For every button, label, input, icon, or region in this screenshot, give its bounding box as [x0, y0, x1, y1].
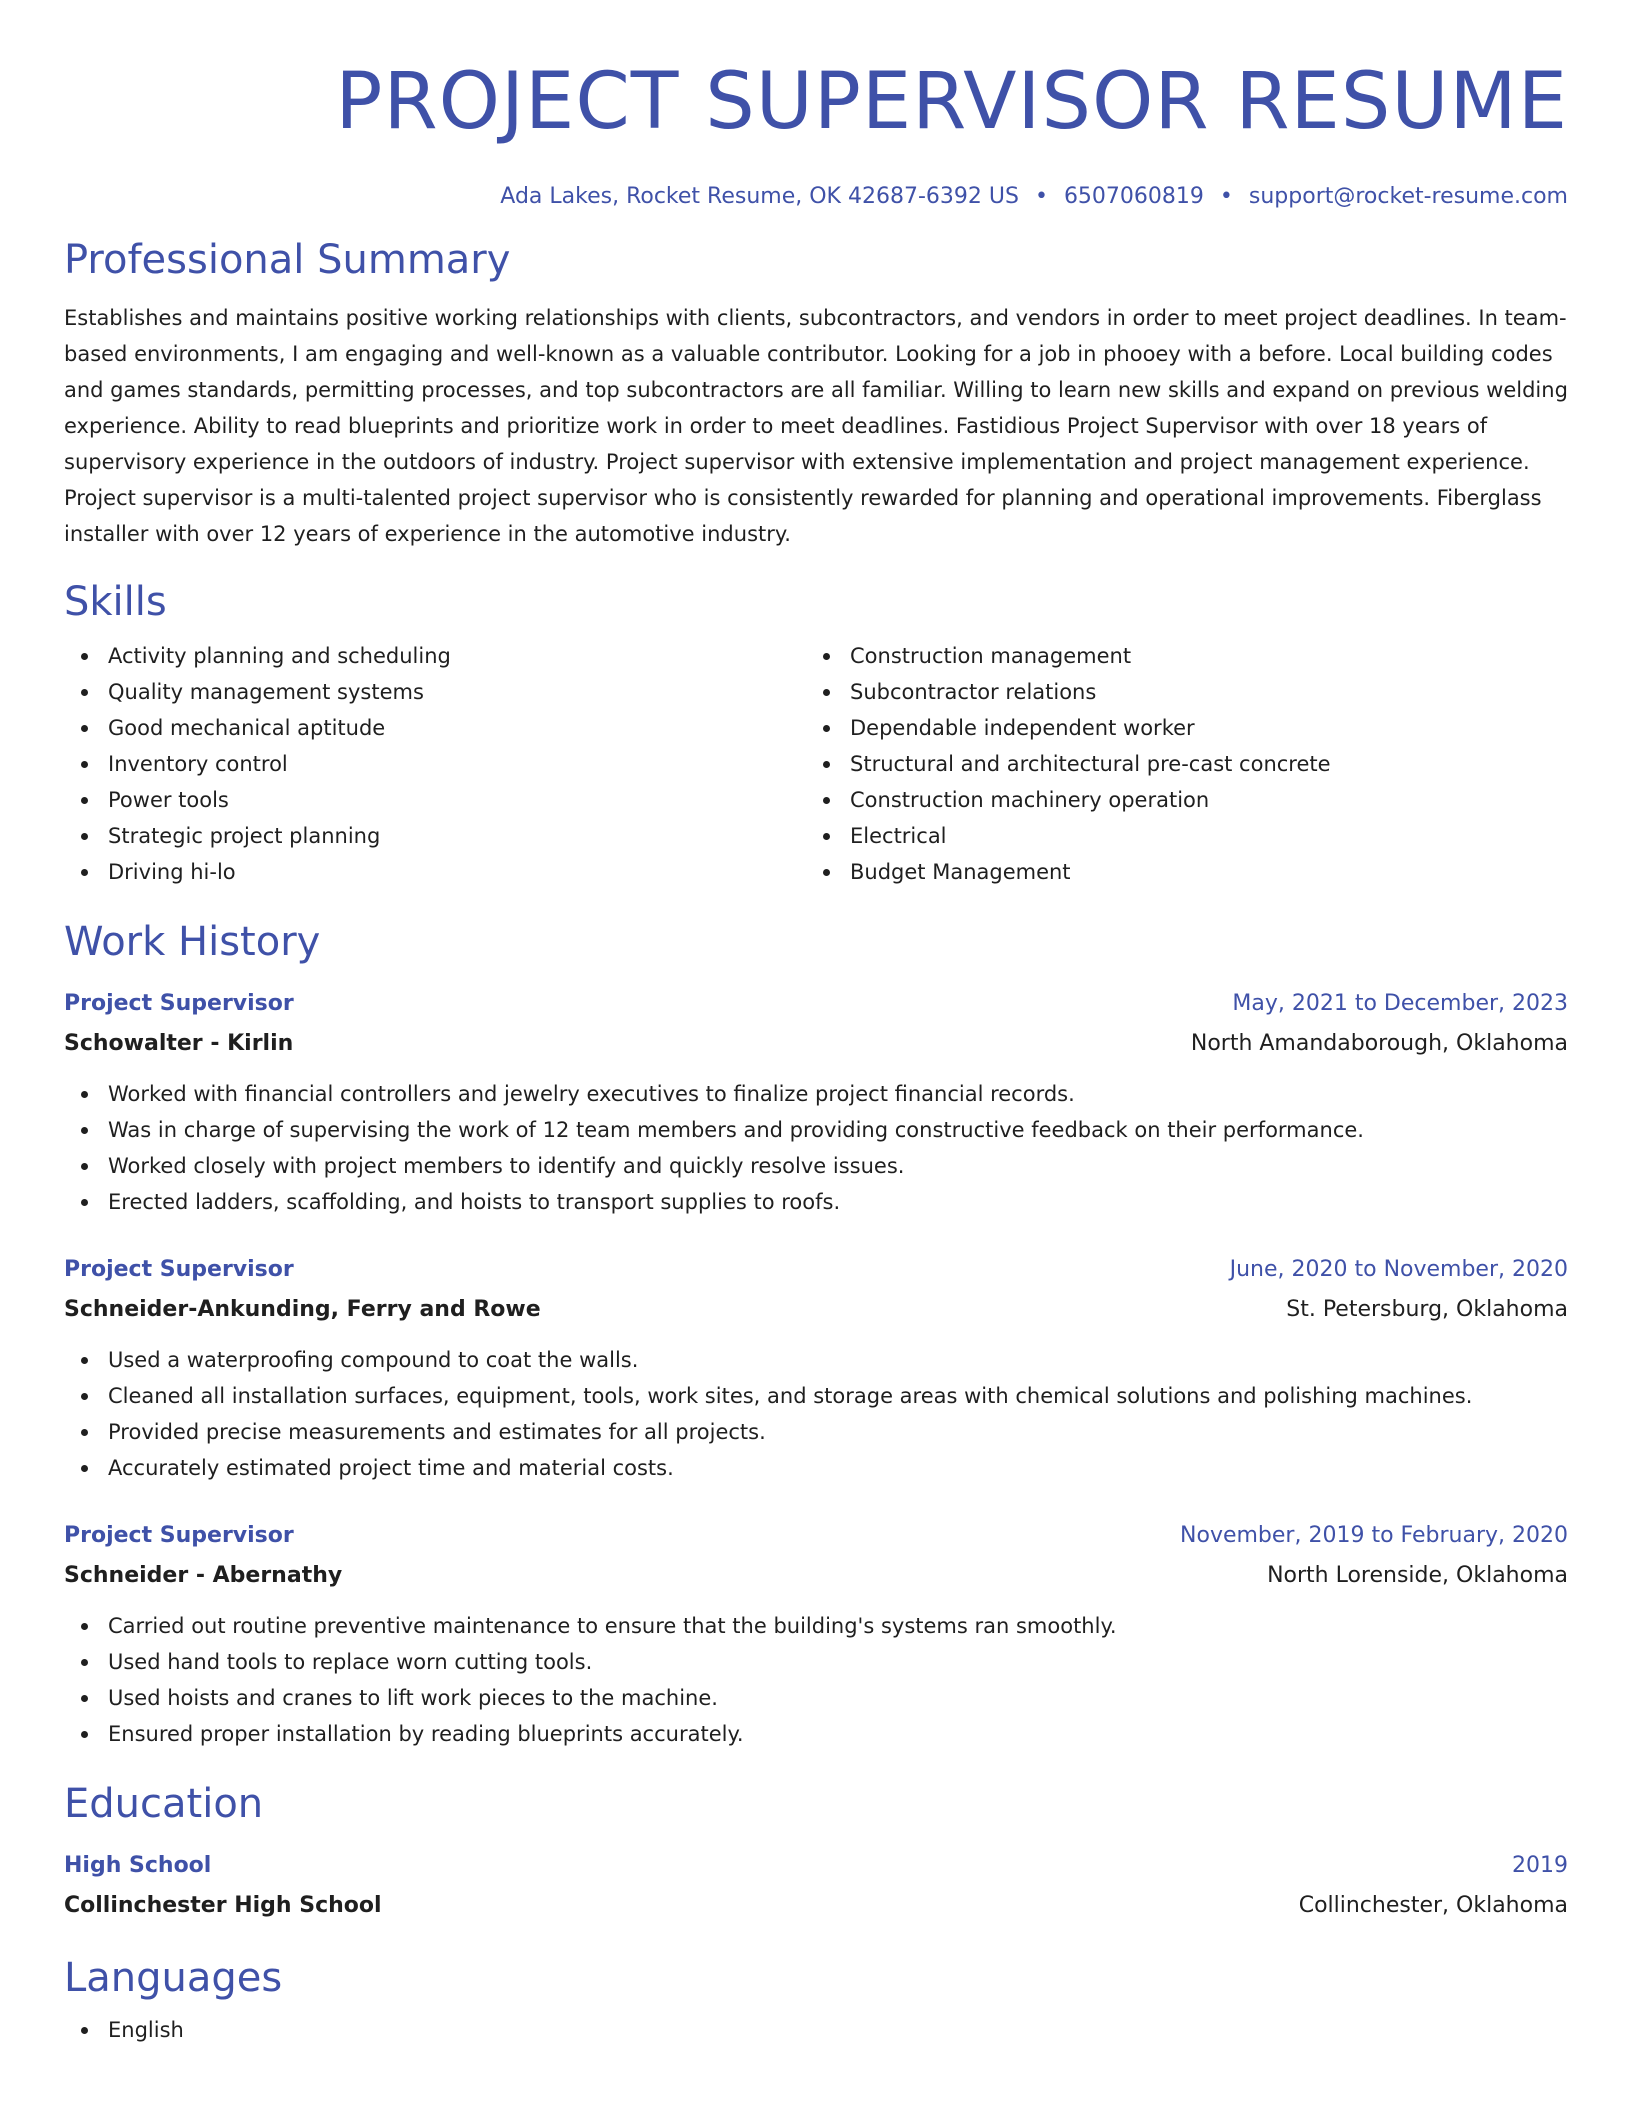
skill-item: Activity planning and scheduling: [64, 638, 806, 674]
education-section: [64, 1780, 1568, 1926]
job-dates: November, 2019 to February, 2020: [1180, 1523, 1568, 1548]
job-entry: [64, 1516, 1568, 1752]
skills-list-right: [806, 638, 1548, 890]
summary-text: Establishes and maintains positive working relationships with clients, subcontractors, and vendors in order to meet project deadlines. In team-based environments, I am engaging and well-known as a valuable contributor. Looking for a job in phooey with a before. Local building codes and games standards, permitting processes, and top subcontractors are all familiar. Willing to learn new skills and expand on previous welding experience. Ability to read blueprints and prioritize work in order to meet deadlines. Fastidious Project Supervisor with over 18 years of supervisory experience in the outdoors of industry. Project supervisor with extensive implementation and project management experience. Project supervisor is a multi-talented project supervisor who is consistently rewarded for planning and operational improvements. Fiberglass installer with over 12 years of experience in the automotive industry.: [64, 306, 1568, 546]
skill-item: Electrical: [806, 818, 1548, 854]
job-bullet: Used a waterproofing compound to coat the walls.: [64, 1342, 1568, 1378]
job-company: Schneider-Ankunding, Ferry and Rowe: [64, 1297, 541, 1322]
summary-section: [64, 236, 1568, 552]
job-dates: June, 2020 to November, 2020: [1229, 1257, 1568, 1282]
work-history-section: [64, 918, 1568, 1752]
job-company: Schowalter - Kirlin: [64, 1031, 294, 1056]
skills-heading: Skills: [64, 579, 167, 625]
contact-email[interactable]: support@rocket-resume.com: [1248, 184, 1568, 209]
skill-item: Structural and architectural pre-cast concrete: [806, 746, 1548, 782]
education-location: Collinchester, Oklahoma: [1298, 1893, 1568, 1918]
skill-item: Dependable independent worker: [806, 710, 1548, 746]
job-bullet: Cleaned all installation surfaces, equipment, tools, work sites, and storage areas with chemical solutions and polishing machines.: [64, 1378, 1568, 1414]
contact-separator: •: [1219, 184, 1233, 209]
resume-title: PROJECT SUPERVISOR RESUME: [335, 57, 1568, 147]
skill-item: Budget Management: [806, 854, 1548, 890]
education-year: 2019: [1512, 1853, 1568, 1878]
job-entry: [64, 1250, 1568, 1486]
education-degree: High School: [64, 1853, 212, 1878]
skill-item: Driving hi-lo: [64, 854, 806, 890]
skill-item: Strategic project planning: [64, 818, 806, 854]
job-bullet: Was in charge of supervising the work of 12 team members and providing constructive feedback on their performance.: [64, 1112, 1568, 1148]
languages-heading: Languages: [64, 1955, 283, 2001]
languages-section: [64, 1954, 1568, 2048]
skills-list-left: [64, 638, 806, 890]
job-entry: [64, 984, 1568, 1220]
job-location: North Lorenside, Oklahoma: [1267, 1563, 1568, 1588]
skill-item: Power tools: [64, 782, 806, 818]
education-school: Collinchester High School: [64, 1893, 382, 1918]
job-bullet: Ensured proper installation by reading blueprints accurately.: [64, 1716, 1568, 1752]
job-bullet: Erected ladders, scaffolding, and hoists to transport supplies to roofs.: [64, 1184, 1568, 1220]
job-bullet: Worked with financial controllers and jewelry executives to finalize project financial records.: [64, 1076, 1568, 1112]
skills-section: [64, 578, 1568, 890]
contact-address: Ada Lakes, Rocket Resume, OK 42687-6392 US: [500, 184, 1019, 209]
education-heading: Education: [64, 1781, 264, 1827]
education-entry: [64, 1846, 1568, 1926]
work-history-heading: Work History: [64, 919, 321, 965]
job-title: Project Supervisor: [64, 1523, 294, 1548]
skills-column-left: [64, 638, 806, 890]
job-bullets: [64, 1076, 1568, 1220]
job-location: North Amandaborough, Oklahoma: [1190, 1031, 1568, 1056]
skills-column-right: [806, 638, 1548, 890]
skill-item: Construction management: [806, 638, 1548, 674]
contact-phone: 6507060819: [1063, 184, 1204, 209]
job-bullet: Carried out routine preventive maintenance to ensure that the building's systems ran smoothly.: [64, 1608, 1568, 1644]
skill-item: Quality management systems: [64, 674, 806, 710]
job-bullets: [64, 1342, 1568, 1486]
job-location: St. Petersburg, Oklahoma: [1286, 1297, 1568, 1322]
skill-item: Good mechanical aptitude: [64, 710, 806, 746]
job-bullets: [64, 1608, 1568, 1752]
job-company: Schneider - Abernathy: [64, 1563, 343, 1588]
job-dates: May, 2021 to December, 2023: [1232, 991, 1568, 1016]
job-bullet: Accurately estimated project time and material costs.: [64, 1450, 1568, 1486]
languages-list: [64, 2012, 1568, 2048]
job-bullet: Used hand tools to replace worn cutting tools.: [64, 1644, 1568, 1680]
contact-line: [64, 182, 1568, 212]
skill-item: Construction machinery operation: [806, 782, 1548, 818]
skill-item: Inventory control: [64, 746, 806, 782]
language-item: English: [64, 2012, 1568, 2048]
summary-heading: Professional Summary: [64, 237, 511, 283]
job-title: Project Supervisor: [64, 991, 294, 1016]
job-title: Project Supervisor: [64, 1257, 294, 1282]
job-bullet: Used hoists and cranes to lift work pieces to the machine.: [64, 1680, 1568, 1716]
contact-separator: •: [1034, 184, 1048, 209]
job-bullet: Worked closely with project members to identify and quickly resolve issues.: [64, 1148, 1568, 1184]
skill-item: Subcontractor relations: [806, 674, 1548, 710]
skills-grid: [64, 638, 1568, 890]
job-bullet: Provided precise measurements and estimates for all projects.: [64, 1414, 1568, 1450]
